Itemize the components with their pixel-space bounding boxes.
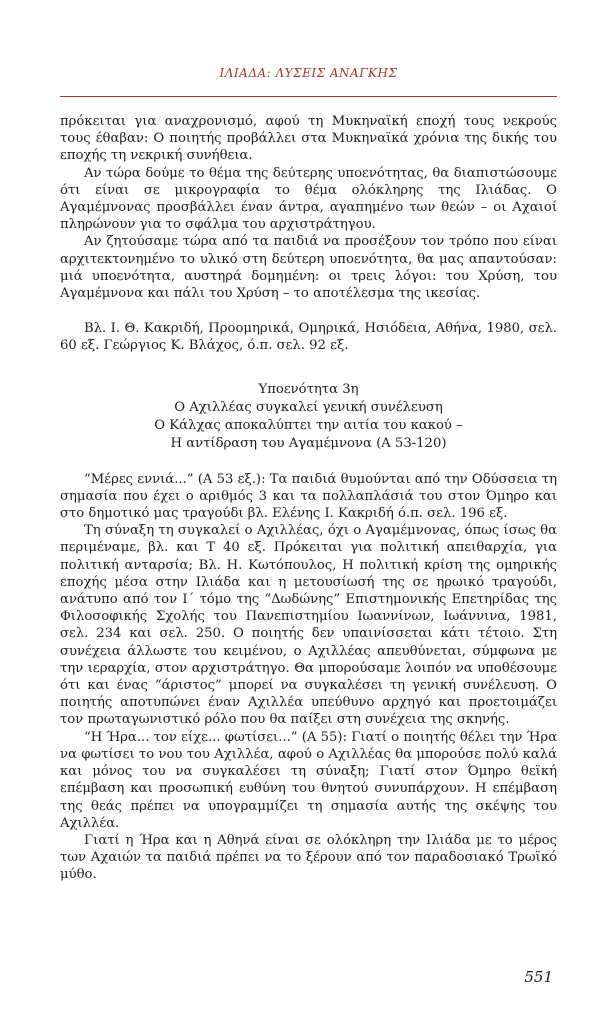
page-number: 551 xyxy=(524,968,553,986)
section-heading-line: Ο Κάλχας αποκαλύπτει την αιτία του κακού – xyxy=(154,417,463,433)
header-rule xyxy=(60,96,557,97)
section-heading-line: Ο Αχιλλέας συγκαλεί γενική συνέλευση xyxy=(174,399,443,415)
running-head: ΙΛΙΑΔΑ: ΛΥΣΕΙΣ ΑΝΑΓΚΗΣ xyxy=(219,66,398,80)
paragraph: Γιατί η Ήρα και η Αθηνά είναι σε ολόκληρη την Ιλιάδα με το μέρος των Αχαιών τα παιδιά πρέπει να το ξέρουν από τον παραδοσιακό Τρωϊκό μύθο. xyxy=(60,832,557,883)
paragraph: Τη σύναξη τη συγκαλεί ο Αχιλλέας, όχι ο Αγαμέμνονας, όπως ίσως θα περιμέναμε, βλ. και Τ 40 εξ. Πρόκειται για πολιτική απειθαρχία, για πολιτική ανταρσία; Βλ. Η. Κωτόπουλος, Η πολιτική κρίση της ομηρικής εποχής μέσα στην Ιλιάδα και η μετουσίωσή της σε ηρωικό τραγούδι, ανάτυπο από τον Ι΄ τόμο της “Δωδώνης” Επιστημονικής Επετηρίδας της Φιλοσοφικής Σχολής του Πανεπιστημίου Ιωαννίνων, Ιωάννινα, 1981, σελ. 234 και σελ. 250. Ο ποιητής δεν υπαινίσσεται κάτι τέτοιο. Στη συνέχεια άλλωστε του κειμένου, ο Αχιλλέας απευθύνεται, σύμφωνα με την ιεραρχία, στον αρχιστράτηγο. Θα μπορούσαμε λοιπόν να υποθέσουμε ότι και ένας “άριστος” μπορεί να συγκαλέσει τη γενική συνέλευση. Ο ποιητής αποτυπώνει έναν Αχιλλέα υπεύθυνο αρχηγό και προετοιμάζει τον πρωταγωνιστικό ρόλο που θα παίξει στη συνέχεια της σκηνής. xyxy=(60,523,557,728)
paragraph-continuation: πρόκειται για αναχρονισμό, αφού τη Μυκηναϊκή εποχή τους νεκρούς τους έθαβαν: Ο ποιητής προβάλλει στα Μυκηναϊκά χρόνια της δικής του εποχής τη νεκρική συνήθεια. xyxy=(60,114,557,164)
paragraph: “Η Ήρα... τον είχε... φωτίσει...” (Α 55): Γιατί ο ποιητής θέλει την Ήρα να φωτίσει το νου του Αχιλλέα, αφού ο Αχιλλέας θα μπορούσε πολύ καλά και μόνος του να συγκαλέσει τη σύναξη; Γιατί στον Όμηρο θεϊκή επέμβαση και προσωπική ευθύνη του θνητού συνυπάρχουν. Η επέμβαση της θεάς πρέπει να υπογραμμίζει τη σημασία αυτής της σκέψης του Αχιλλέα. xyxy=(60,729,557,831)
paragraph: “Μέρες εννιά...” (Α 53 εξ.): Τα παιδιά θυμούνται από την Οδύσσεια τη σημασία που έχει ο αριθμός 3 και τα πολλαπλάσιά του στον Όμηρο και στο δημοτικό μας τραγούδι βλ. Ελένης Ι. Κακριδή ό.π. σελ. 196 εξ. xyxy=(60,471,557,522)
section-heading-line: Υποενότητα 3η xyxy=(258,381,359,397)
section-heading-line: Η αντίδραση του Αγαμέμνονα (Α 53-120) xyxy=(170,435,447,451)
paragraph: Αν ζητούσαμε τώρα από τα παιδιά να προσέξουν τον τρόπο που είναι αρχιτεκτονημένο το υλικό στη δεύτερη υποενότητα, θα μας απαντούσαν: μιά υποενότητα, αυστηρά δομημένη: οι τρεις λόγοι: του Χρύση, του Αγαμέμνονα και πάλι του Χρύση – το αποτέλεσμα της ικεσίας. xyxy=(60,234,557,302)
paragraph: Αν τώρα δούμε το θέμα της δεύτερης υποενότητας, θα διαπιστώσουμε ότι είναι σε μικρογραφία το θέμα ολόκληρης της Ιλιάδας. Ο Αγαμέμνονας προσβάλλει έναν άντρα, αγαπημένο των θεών – οι Αχαιοί πληρώνουν για το σφάλμα του αρχιστράτηγου. xyxy=(60,165,557,233)
body-text xyxy=(60,113,557,884)
section-heading xyxy=(60,381,557,453)
bibliographic-reference: Βλ. Ι. Θ. Κακριδή, Προομηρικά, Ομηρικά, Ησιόδεια, Αθήνα, 1980, σελ. 60 εξ. Γεώργιος Κ. Βλάχος, ό.π. σελ. 92 εξ. xyxy=(60,321,557,354)
